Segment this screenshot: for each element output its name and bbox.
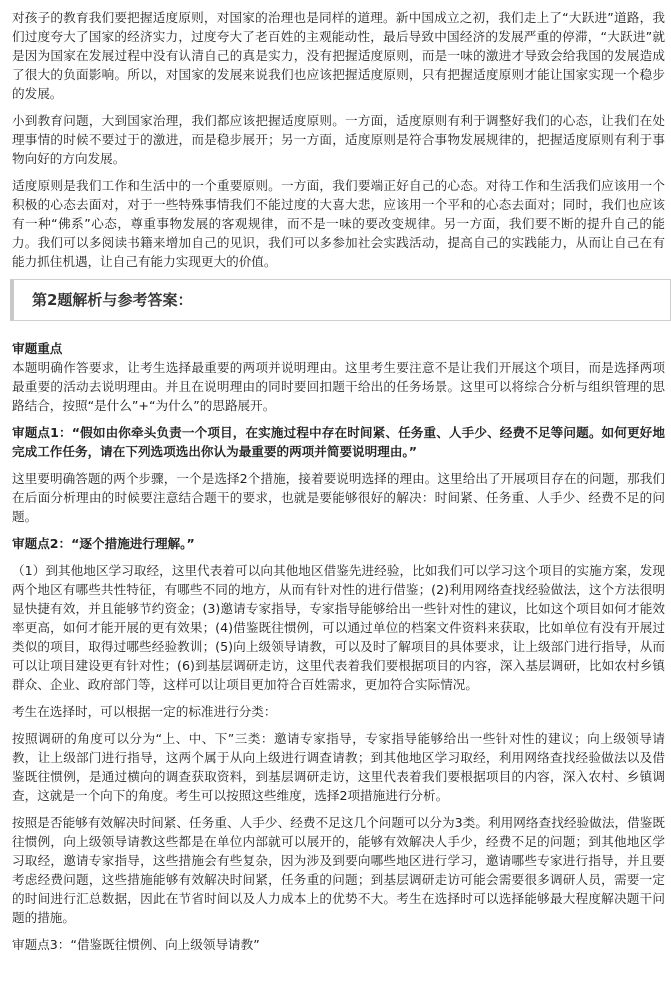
classify-by-angle: 按照调研的角度可以分为“上、中、下”三类：邀请专家指导，专家指导能够给出一些针对性的建议；向上级领导请教，让上级部门进行指导，这两个属于从向上级进行调查请教；到其他地区学习取经，利用网络查找经验做法以及借鉴既往惯例，是通过横向的调查获取资料，到基层调研走访，这里代表着我们要根据项目的内容，深入农村、乡镇调查，这就是一个向下的角度。考生可以按照这些维度，选择2项措施进行分析。 [12, 731, 665, 803]
section-title: 第2题解析与参考答案： [32, 290, 193, 309]
classify-by-problem: 按照是否能够有效解决时间紧、任务重、人手少、经费不足这几个问题可以分为3类。利用网络查找经验做法，借鉴既往惯例，向上级领导请教这些都是在单位内部就可以展开的，能够有效解决人手少，经费不足的问题；到其他地区学习取经，邀请专家指导，这些措施会有些复杂，因为涉及到要向哪些地区进行学习，邀请哪些专家进行指导，并且要考虑经费问题，这些措施能够有效解决时间紧，任务重的问题；到基层调研走访可能会需要很多调研人员，需要一定的时间进行汇总数据，因此在节省时间以及人力成本上的优势不大。考生在选择时可以选择能够最大程度解决题干问题的措施。 [12, 815, 665, 925]
section-header-box [10, 279, 671, 321]
point1-heading: 审题点1：“假如由你牵头负责一个项目，在实施过程中存在时间紧、任务重、人手少、经费不足等问题。如何更好地完成工作任务，请在下列选项选出你认为最重要的两项并简要说明理由。” [12, 425, 665, 459]
point3-heading: 审题点3：“借鉴既往惯例、向上级领导请教” [12, 937, 260, 952]
point1-text: 这里要明确答题的两个步骤，一个是选择2个措施，接着要说明选择的理由。这里给出了开展项目存在的问题，那我们在后面分析理由的时候要注意结合题干的要求，也就是要能够很好的解决：时间紧、任务重、人手少、经费不足的问题。 [12, 471, 665, 524]
intro-paragraph-3: 适度原则是我们工作和生活中的一个重要原则。一方面，我们要端正好自己的心态。对待工作和生活我们应该用一个积极的心态去面对，对于一些特殊事情我们不能过度的大喜大悲，应该用一个平和的心态去面对；同时，我们也应该有一种“佛系”心态，尊重事物发展的客观规律，而不是一味的要改变规律。另一方面，我们要不断的提升自己的能力。我们可以多阅读书籍来增加自己的见识，我们可以多参加社会实践活动，提高自己的实践能力，从而让自己在有能力抓住机遇，让自己有能力实现更大的价值。 [12, 178, 665, 269]
review-focus-text: 本题明确作答要求，让考生选择最重要的两项并说明理由。这里考生要注意不是让我们开展这个项目，而是选择两项最重要的活动去说明理由。并且在说明理由的同时要回扣题干给出的任务场景。这里可以将综合分析与组织管理的思路结合，按照“是什么”+“为什么”的思路展开。 [12, 360, 665, 413]
point2-text: （1）到其他地区学习取经，这里代表着可以向其他地区借鉴先进经验，比如我们可以学习这个项目的实施方案，发现两个地区有哪些共性特征，有哪些不同的地方，从而有针对性的进行借鉴；(2)利用网络查找经验做法，这个方法很明显快捷有效，并且能够节约资金；(3)邀请专家指导，专家指导能够给出一些针对性的建议，比如这个项目如何才能效率更高，如何才能开展的更有效果；(4)借鉴既往惯例，可以通过单位的档案文件资料来获取，比如单位有没有开展过类似的项目，取得过哪些经验教训；(5)向上级领导请教，可以及时了解项目的具体要求，让上级部门进行指导，从而可以让项目建设更有针对性；(6)到基层调研走访，这里代表着我们要根据项目的内容，深入基层调研，比如农村乡镇群众、企业、政府部门等，这样可以让项目更加符合百姓需求，更加符合实际情况。 [12, 563, 665, 692]
point2-heading: 审题点2：“逐个措施进行理解。” [12, 536, 195, 551]
intro-paragraph-1: 对孩子的教育我们要把握适度原则，对国家的治理也是同样的道理。新中国成立之初，我们走上了“大跃进”道路，我们过度夸大了国家的经济实力，过度夸大了老百姓的主观能动性，最后导致中国经济的发展严重的停滞，“大跃进”就是因为国家在发展过程中没有认清自己的真是实力，没有把握适度原则，而是一味的激进才导致会给我国的发展造成了很大的负面影响。所以，对国家的发展来说我们也应该把握适度原则，只有把握适度原则才能让国家实现一个稳步的发展。 [12, 10, 665, 101]
classify-intro: 考生在选择时，可以根据一定的标准进行分类： [12, 704, 277, 719]
review-focus-heading: 审题重点 [12, 341, 63, 356]
intro-paragraph-2: 小到教育问题，大到国家治理，我们都应该把握适度原则。一方面，适度原则有利于调整好我们的心态，让我们在处理事情的时候不要过于的激进，而是稳步展开；另一方面，适度原则是符合事物发展规律的，把握适度原则有利于事物向好的方向发展。 [12, 113, 665, 166]
